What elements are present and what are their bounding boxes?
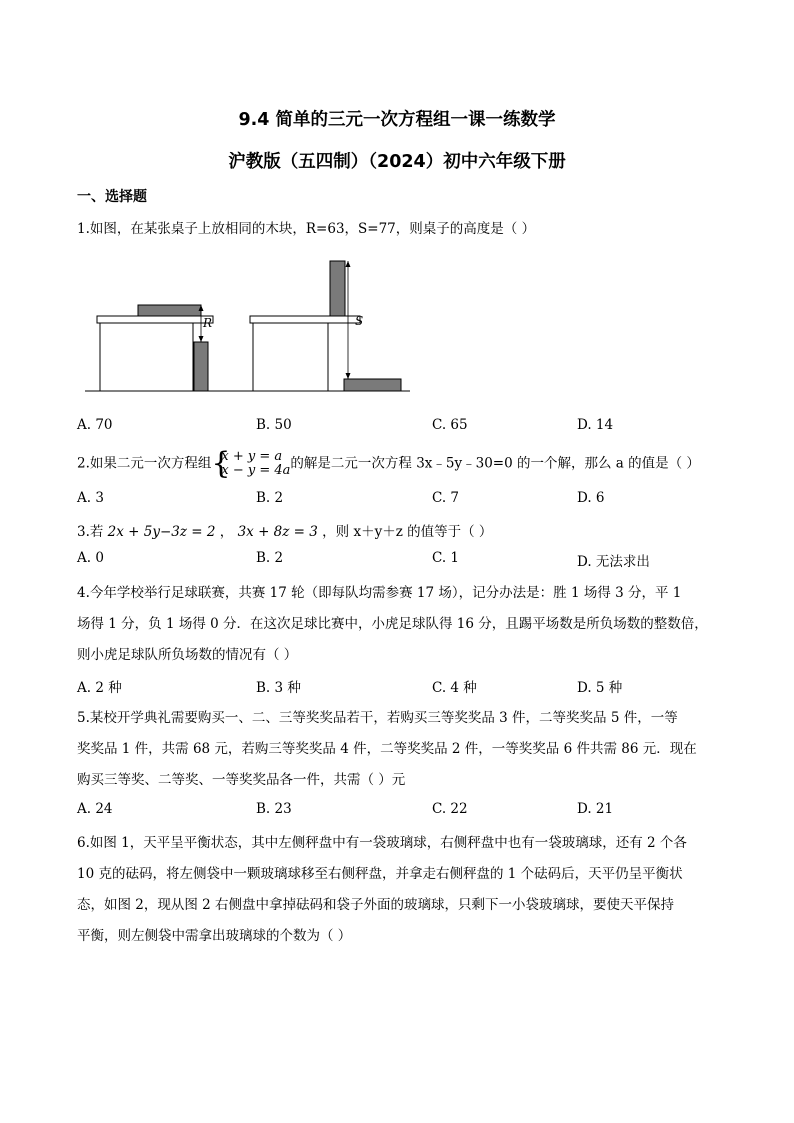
q1-option-a: A. 70: [77, 417, 113, 433]
question-4-line2: 场得 1 分，负 1 场得 0 分．在这次足球比赛中，小虎足球队得 16 分，且踢平场数是所负场数的整数倍，: [77, 616, 708, 632]
question-4-line1: 4.今年学校举行足球联赛，共赛 17 轮（即每队均需参赛 17 场），记分办法是：胜 1 场得 3 分，平 1: [77, 585, 682, 601]
equation-system: { x + y = a x − y = 4a: [211, 446, 291, 481]
question-1-figure: [80, 255, 420, 400]
block-on-table: [138, 305, 201, 316]
document-title-line2: 沪教版（五四制）（2024）初中六年级下册: [228, 152, 566, 172]
question-6-line3: 态，如图 2，现从图 2 右侧盘中拿掉砝码和袋子外面的玻璃球，只剩下一小袋玻璃球，要使天平保持: [77, 897, 675, 913]
q2-option-a: A. 3: [77, 490, 104, 506]
question-2-text: [77, 446, 700, 481]
q3-eq1: 2x + 5y−3z = 2: [107, 524, 216, 540]
figure-right-table: [250, 261, 401, 391]
system-eq1: x + y = a: [221, 449, 283, 464]
label-S: S: [355, 314, 364, 328]
q5-option-a: A. 24: [77, 801, 113, 817]
q2-option-c: C. 7: [432, 490, 460, 506]
q2-option-b: B. 2: [256, 490, 284, 506]
q3-option-b: B. 2: [256, 550, 284, 566]
q3-option-c: C. 1: [432, 550, 460, 566]
block-standing-on-table: [330, 261, 345, 316]
q1-option-d: D. 14: [577, 417, 614, 433]
q4-option-c: C. 4 种: [432, 680, 477, 696]
section-heading: 一、选择题: [77, 189, 147, 205]
q5-option-c: C. 22: [432, 801, 468, 817]
q4-option-d: D. 5 种: [577, 680, 623, 696]
q3-eq2: 3x + 8z = 3: [237, 524, 318, 540]
question-3-text: 3.若 2x + 5y−3z = 2 ， 3x + 8z = 3 ，则 x＋y＋z 的值等于（ ）: [77, 524, 493, 540]
q3-option-d: D. 无法求出: [577, 554, 650, 570]
q4-option-a: A. 2 种: [77, 680, 122, 696]
question-5-line3: 购买三等奖、二等奖、一等奖奖品各一件，共需（ ）元: [77, 772, 406, 788]
question-6-line2: 10 克的砝码，将左侧袋中一颗玻璃球移至右侧秤盘，并拿走右侧秤盘的 1 个砝码后，天平仍呈平衡状: [77, 866, 683, 882]
question-5-line2: 奖奖品 1 件，共需 68 元，若购三等奖奖品 4 件，二等奖奖品 2 件，一等奖奖品 6 件共需 86 元．现在: [77, 741, 697, 757]
question-4-line3: 则小虎足球队所负场数的情况有（ ）: [77, 647, 298, 663]
question-6-line4: 平衡，则左侧袋中需拿出玻璃球的个数为（ ）: [77, 928, 352, 944]
q5-option-b: B. 23: [256, 801, 292, 817]
q3-option-a: A. 0: [77, 550, 104, 566]
q1-option-b: B. 50: [256, 417, 292, 433]
q5-option-d: D. 21: [577, 801, 614, 817]
document-title-line1: 9.4 简单的三元一次方程组一课一练数学: [238, 110, 556, 130]
label-R: R: [203, 316, 213, 330]
block-standing: [194, 342, 208, 391]
q2-pre: 2.如果二元一次方程组: [77, 455, 212, 472]
q4-option-b: B. 3 种: [256, 680, 301, 696]
figure-left-table: [97, 305, 213, 391]
q1-option-c: C. 65: [432, 417, 468, 433]
question-5-line1: 5.某校开学典礼需要购买一、二、三等奖奖品若干，若购买三等奖奖品 3 件，二等奖奖品 5 件，一等: [77, 710, 678, 726]
q2-option-d: D. 6: [577, 490, 605, 506]
system-eq2: x − y = 4a: [221, 463, 291, 478]
question-1-text: 1.如图，在某张桌子上放相同的木块，R=63，S=77，则桌子的高度是（ ）: [77, 221, 536, 237]
question-6-line1: 6.如图 1，天平呈平衡状态，其中左侧秤盘中有一袋玻璃球，右侧秤盘中也有一袋玻璃球，还有 2 个各: [77, 835, 687, 851]
block-flat-on-floor: [344, 379, 401, 391]
q2-post: 的解是二元一次方程 3x﹣5y﹣30=0 的一个解，那么 a 的值是（ ）: [290, 455, 700, 472]
